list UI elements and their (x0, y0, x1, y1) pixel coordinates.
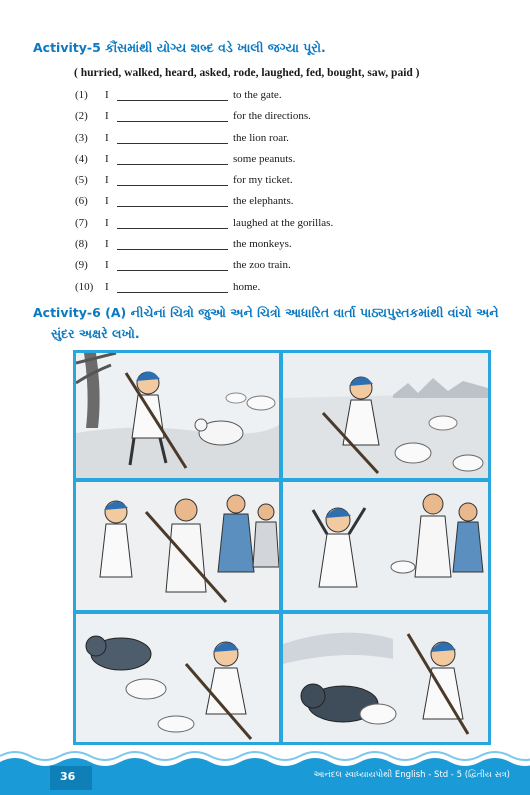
item-subject: I (105, 110, 109, 123)
item-text: some peanuts. (233, 152, 296, 165)
story-panel-3 (76, 482, 279, 610)
item-number: (6) (75, 195, 88, 208)
exercise-item (75, 192, 495, 213)
villagers-running-illustration (76, 482, 279, 610)
exercise-item (75, 150, 495, 171)
exercise-item (75, 129, 495, 150)
activity-6-title-line2: સુંદર અક્ષરે લખો. (51, 326, 140, 341)
story-panel-4 (283, 482, 488, 610)
exercise-item (75, 86, 495, 107)
answer-blank[interactable] (117, 143, 228, 144)
item-text: the monkeys. (233, 238, 292, 251)
item-text: the elephants. (233, 195, 294, 208)
answer-blank[interactable] (117, 100, 228, 101)
boy-with-goats-illustration (76, 353, 279, 478)
picture-story-grid (73, 350, 491, 745)
item-subject: I (105, 216, 109, 229)
item-subject: I (105, 89, 109, 101)
item-number: (2) (75, 110, 88, 123)
wolf-and-boy-illustration (283, 614, 488, 742)
exercise-list (75, 86, 495, 299)
item-text: the zoo train. (233, 259, 291, 272)
answer-blank[interactable] (117, 121, 228, 122)
exercise-item (75, 256, 495, 277)
answer-blank[interactable] (117, 292, 228, 293)
item-number: (7) (75, 216, 88, 229)
page-number: 36 (60, 770, 76, 783)
item-text: to the gate. (233, 89, 282, 101)
item-number: (3) (75, 131, 88, 144)
item-subject: I (105, 280, 109, 293)
item-subject: I (105, 131, 109, 144)
answer-blank[interactable] (117, 228, 228, 229)
item-text: for my ticket. (233, 174, 293, 187)
story-panel-2 (283, 353, 488, 478)
story-panel-6 (283, 614, 488, 742)
item-text: the lion roar. (233, 131, 289, 144)
story-panel-5 (76, 614, 279, 742)
answer-blank[interactable] (117, 185, 228, 186)
item-number: (10) (75, 280, 94, 293)
footer-book-title: આનંદલ સ્વાધ્યાયપોથી English - Std - 5 (દ્વિતીય સત્ર) (313, 770, 510, 780)
item-subject: I (105, 195, 109, 208)
exercise-item (75, 107, 495, 128)
word-bank: ( hurried, walked, heard, asked, rode, laughed, fed, bought, saw, paid ) (74, 67, 420, 79)
boy-shouting-illustration (283, 353, 488, 478)
exercise-item (75, 235, 495, 256)
item-number: (1) (75, 89, 88, 101)
activity-6-title (33, 302, 513, 344)
item-subject: I (105, 152, 109, 165)
activity-6-title-line1: Activity-6 (A) નીચેનાં ચિત્રો જુઓ અને ચિત્રો આધારિત વાર્તા પાઠ્યપુસ્તકમાંથી વાંચો અને (33, 305, 499, 320)
item-subject: I (105, 174, 109, 187)
exercise-item (75, 214, 495, 235)
story-panel-1 (76, 353, 279, 478)
answer-blank[interactable] (117, 270, 228, 271)
activity-5-title: Activity-5 કૌંસમાંથી યોગ્ય શબ્દ વડે ખાલી જગ્યા પૂરો. (33, 40, 326, 55)
item-subject: I (105, 259, 109, 272)
item-number: (4) (75, 152, 88, 165)
wolf-attack-illustration (76, 614, 279, 742)
item-number: (8) (75, 238, 88, 251)
item-text: for the directions. (233, 110, 311, 123)
boy-pointing-illustration (283, 482, 488, 610)
answer-blank[interactable] (117, 164, 228, 165)
item-text: home. (233, 280, 261, 293)
item-number: (9) (75, 259, 88, 272)
item-number: (5) (75, 174, 88, 187)
answer-blank[interactable] (117, 249, 228, 250)
item-text: laughed at the gorillas. (233, 216, 334, 229)
exercise-item (75, 171, 495, 192)
exercise-item (75, 278, 495, 299)
answer-blank[interactable] (117, 206, 228, 207)
item-subject: I (105, 238, 109, 251)
